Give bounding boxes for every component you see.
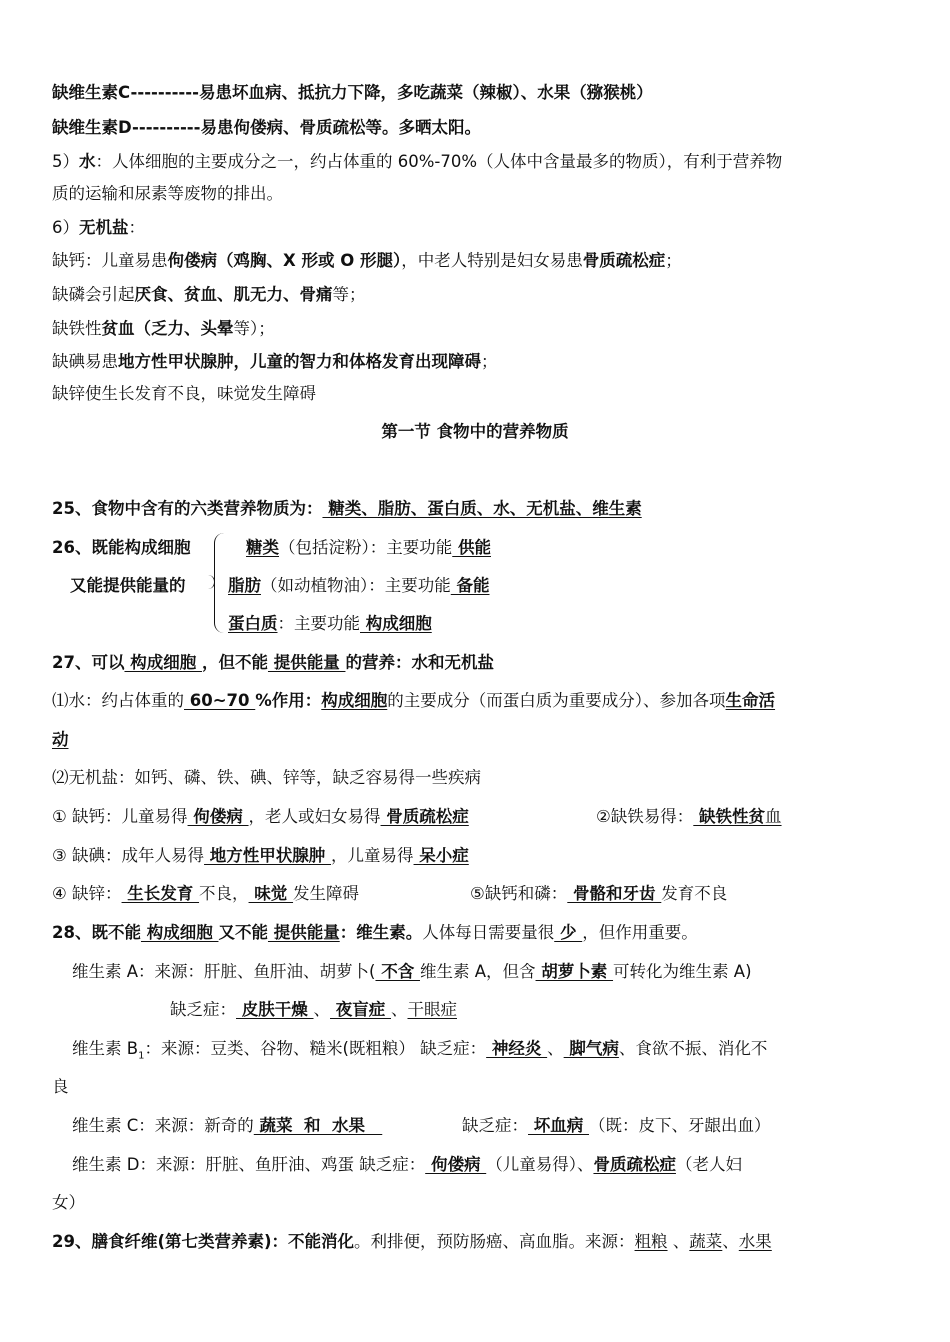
q25-answer: 糖类、脂肪、蛋白质、水、无机盐、维生素 — [322, 499, 642, 518]
q29-sep-2: 、 — [722, 1232, 739, 1251]
q28-text-3: ：维生素。 — [339, 923, 423, 942]
vitamin-b1-cont: 良 — [52, 1077, 69, 1096]
q26-row-carb — [246, 536, 491, 560]
calcium-text: 缺钙：儿童易患 — [52, 251, 168, 270]
iodine-symptoms: 地方性甲状腺肿，儿童的智力和体格发育出现障碍 — [118, 352, 481, 371]
q27-iron-inline — [596, 805, 782, 829]
q27-water-answer-1: 60~70 — [184, 691, 256, 710]
iron-end: 等）； — [233, 319, 275, 338]
q28-text-2: 又不能 — [218, 923, 268, 942]
vitamin-a-lack-line — [170, 998, 904, 1022]
calcium-disease-2: 骨质疏松症 — [582, 251, 666, 270]
vitamin-d-label: 缺维生素D — [52, 118, 133, 137]
q26-row-answer: 供能 — [452, 538, 491, 557]
q29-answer-3: 水果 — [738, 1232, 772, 1251]
vitamin-d-detail-line — [72, 1153, 904, 1177]
vit-b1-text-3: 、食欲不振、消化不 — [618, 1039, 768, 1058]
iodine-text: 缺碘易患 — [52, 352, 118, 371]
q27-i-answer-1: 地方性甲状腺肿 — [204, 846, 332, 865]
water-heading: 水 — [79, 152, 96, 171]
q27-zn-text: ④ 缺锌： — [52, 884, 122, 903]
salt-num: 6） — [52, 218, 79, 237]
phosphorus-end: 等； — [332, 285, 366, 304]
q27-zn-text-3: 发生障碍 — [293, 884, 360, 903]
q27-water-text-2: %作用： — [255, 691, 322, 710]
q26-left-1: 26、既能构成细胞 — [52, 538, 191, 557]
q27-ca-answer-2: 骨质疏松症 — [380, 807, 469, 826]
vit-a-text-3: 可转化为维生素 A) — [613, 962, 752, 981]
question-29 — [52, 1230, 904, 1254]
vit-d-text-3: （老人妇 — [675, 1155, 742, 1174]
q27-cap-text: ⑤缺钙和磷： — [470, 884, 568, 903]
salt-colon: ： — [128, 218, 145, 237]
q27-ca-text-2: ，老人或妇女易得 — [248, 807, 381, 826]
q27-i-text: ③ 缺碘：成年人易得 — [52, 846, 205, 865]
q28-answer-1: 构成细胞 — [140, 923, 219, 942]
q26-row-note: （包括淀粉）：主要功能 — [279, 538, 453, 557]
q26-row-note: （如动植物油）：主要功能 — [261, 576, 451, 595]
q27-water-text: ⑴水：约占体重的 — [52, 691, 184, 710]
vit-c-text-2: 缺乏症： — [462, 1116, 528, 1135]
q27-salt-text: ⑵无机盐：如钙、磷、铁、碘、锌等，缺乏容易得一些疾病 — [52, 768, 481, 787]
q27-ca-answer-1: 佝偻病 — [187, 807, 249, 826]
q27-text-3: 的营养：水和无机盐 — [345, 653, 494, 672]
phosphorus-text: 缺磷会引起 — [52, 285, 135, 304]
q26-row-name: 糖类 — [246, 538, 279, 557]
vit-a-lack-answer-2: 夜盲症 — [330, 1000, 391, 1019]
vit-a-lack-answer-1: 皮肤干燥 — [236, 1000, 314, 1019]
water-paragraph — [52, 150, 904, 174]
question-25 — [52, 497, 904, 521]
q28-text-4: 人体每日需要量很 — [422, 923, 555, 942]
q27-water-text-3: 的主要成分（而蛋白质为重要成分）、参加各项 — [387, 691, 726, 710]
q27-answer-2: 提供能量 — [267, 653, 346, 672]
iodine-line — [52, 350, 904, 374]
iodine-end: ； — [481, 352, 498, 371]
q27-salt-line — [52, 766, 904, 790]
q26-row-note: ：主要功能 — [277, 614, 360, 633]
q26-row-answer: 构成细胞 — [360, 614, 432, 633]
vit-c-answer-1: 蔬菜 和 水果 — [253, 1116, 383, 1135]
vit-a-lack-sep: 、 — [313, 1000, 330, 1019]
q27-zn-text-2: 不良， — [199, 884, 249, 903]
water-paragraph-cont — [52, 182, 904, 206]
vit-c-text-3: （既：皮下、牙龈出血） — [589, 1116, 771, 1135]
q26-row-name: 蛋白质 — [228, 614, 278, 633]
vitamin-c-label: 缺维生素C — [52, 83, 131, 102]
q28-answer-2: 提供能量 — [267, 923, 340, 942]
vit-a-lack-sep-2: 、 — [391, 1000, 408, 1019]
calcium-end: ； — [665, 251, 682, 270]
vit-a-text: 维生素 A：来源：肝脏、鱼肝油、胡萝卜( — [72, 962, 376, 981]
vit-a-text-2: 维生素 A，但含 — [419, 962, 536, 981]
vit-a-answer-2: 胡萝卜素 — [535, 962, 614, 981]
vit-a-lack-answer-3: 干眼症 — [407, 1000, 457, 1019]
vitamin-c-line — [52, 81, 904, 105]
question-28 — [52, 921, 904, 945]
q26-row-answer: 备能 — [450, 576, 490, 595]
q29-text-2: 。利排便，预防肠癌、高血脂。来源： — [354, 1232, 635, 1251]
zinc-text: 缺锌使生长发育不良，味觉发生障碍 — [52, 384, 316, 403]
vitamin-d-cont: 女） — [52, 1193, 85, 1212]
vit-b1-subscript: 1 — [138, 1050, 145, 1062]
vit-b1-text: 维生素 B — [72, 1039, 139, 1058]
q27-ca-text: ① 缺钙：儿童易得 — [52, 807, 188, 826]
q29-answer-1: 粗粮 — [634, 1232, 668, 1251]
vitamin-a-line — [72, 960, 904, 984]
vit-d-answer-2: 骨质疏松症 — [593, 1155, 676, 1174]
q26-row-name: 脂肪 — [228, 576, 261, 595]
calcium-line — [52, 249, 904, 273]
q25-text: 25、食物中含有的六类营养物质为： — [52, 499, 323, 518]
iron-line — [52, 317, 904, 341]
salt-heading-line — [52, 216, 904, 240]
question-27 — [52, 651, 904, 675]
section-title: 第一节 食物中的营养物质 — [381, 422, 569, 441]
salt-heading: 无机盐 — [79, 218, 129, 237]
water-num: 5） — [52, 152, 79, 171]
vitamin-c-text: 易患坏血病、抵抗力下降，多吃蔬菜（辣椒）、水果（猕猴桃） — [198, 83, 653, 102]
dash-separator: ---------- — [132, 118, 201, 137]
iron-symptoms: 贫血（乏力、头晕 — [101, 319, 234, 338]
q27-cap-text-2: 发育不良 — [661, 884, 728, 903]
q27-answer-1: 构成细胞 — [124, 653, 202, 672]
vit-b1-sep: 、 — [547, 1039, 564, 1058]
q27-zn-answer-2: 味觉 — [248, 884, 294, 903]
vitamin-d-text: 易患佝偻病、骨质疏松等。多晒太阳。 — [200, 118, 481, 137]
q27-ca-p-inline — [470, 882, 727, 906]
vit-b1-answer-1: 神经炎 — [486, 1039, 548, 1058]
vit-b1-answer-2: 脚气病 — [563, 1039, 619, 1058]
q27-iodine-line — [52, 844, 904, 868]
vitamin-d-line — [52, 116, 904, 140]
q26-left-2: 又能提供能量的 — [70, 576, 186, 595]
vit-d-text-2: （儿童易得）、 — [486, 1155, 594, 1174]
q28-text: 28、既不能 — [52, 923, 141, 942]
q27-iron-answer: 缺铁性贫 — [693, 807, 766, 826]
q29-sep: 、 — [667, 1232, 690, 1251]
phosphorus-line — [52, 283, 904, 307]
q29-text: 29、膳食纤维(第七类营养素)：不能消化 — [52, 1232, 355, 1251]
brace-shape — [214, 533, 227, 633]
dash-separator: ---------- — [130, 83, 199, 102]
iron-text: 缺铁性 — [52, 319, 102, 338]
q27-water-line — [52, 689, 904, 713]
q26-row-protein — [228, 612, 432, 636]
q27-i-text-2: ，儿童易得 — [331, 846, 414, 865]
q27-water-answer-2: 构成细胞 — [321, 691, 388, 710]
q27-i-answer-2: 呆小症 — [413, 846, 469, 865]
vit-a-lack-text: 缺乏症： — [170, 1000, 236, 1019]
q27-iron-text: ②缺铁易得： — [596, 807, 694, 826]
q27-water-cont: 动 — [52, 730, 69, 749]
vitamin-b1-line — [72, 1037, 904, 1068]
q27-water-answer-3: 生命活 — [725, 691, 776, 710]
vit-b1-text-2: ：来源：豆类、谷物、糙米(既粗粮） 缺乏症： — [144, 1039, 487, 1058]
vit-c-text: 维生素 C：来源：新奇的 — [72, 1116, 254, 1135]
q27-iron-answer-end: 血 — [765, 807, 782, 826]
q28-answer-3: 少 — [554, 923, 583, 942]
calcium-text-2: ，中老人特别是妇女易患 — [401, 251, 583, 270]
vit-d-text: 维生素 D：来源：肝脏、鱼肝油、鸡蛋 缺乏症： — [72, 1155, 426, 1174]
vit-c-answer-2: 坏血病 — [528, 1116, 589, 1135]
vit-a-answer-1: 不含 — [375, 962, 420, 981]
q27-text-2: ，但不能 — [201, 653, 268, 672]
q29-answer-2: 蔬菜 — [689, 1232, 723, 1251]
vitamin-c-lack-inline — [462, 1114, 771, 1138]
q27-zn-answer-1: 生长发育 — [121, 884, 200, 903]
zinc-line — [52, 382, 904, 406]
q27-cap-answer: 骨骼和牙齿 — [567, 884, 662, 903]
calcium-disease: 佝偻病（鸡胸、X 形或 O 形腿） — [167, 251, 402, 270]
water-text-cont: 质的运输和尿素等废物的排出。 — [52, 184, 283, 203]
q28-text-5: ，但作用重要。 — [582, 923, 698, 942]
vit-d-answer-1: 佝偻病 — [425, 1155, 487, 1174]
q27-text: 27、可以 — [52, 653, 125, 672]
q26-row-fat — [228, 574, 490, 598]
water-text: ：人体细胞的主要成分之一，约占体重的 60%-70%（人体中含量最多的物质），有利于营养物 — [95, 152, 783, 171]
phosphorus-symptoms: 厌食、贫血、肌无力、骨痛 — [134, 285, 333, 304]
